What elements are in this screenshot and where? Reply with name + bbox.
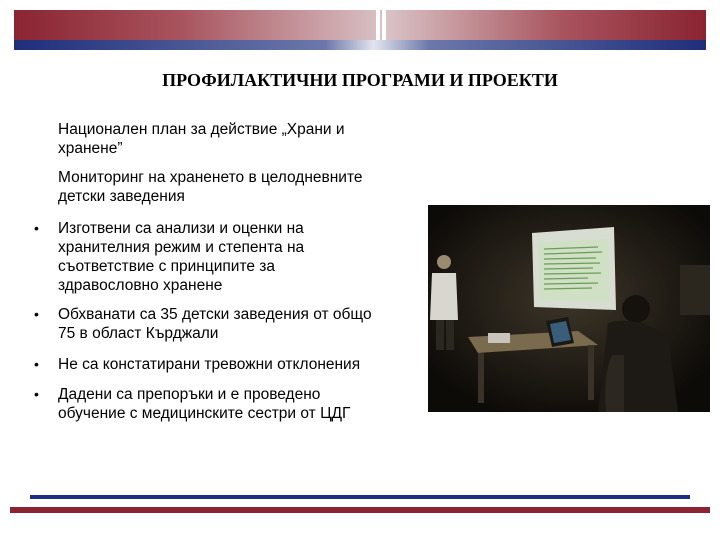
header-blue-band xyxy=(14,40,706,50)
bullet-item xyxy=(58,355,360,374)
text-line: Не са констатирани тревожни отклонения xyxy=(58,356,361,373)
text-line: Национален план за действие „Храни и xyxy=(58,121,345,138)
text-line: хранителния режим и степента на xyxy=(58,239,305,256)
paragraph-monitoring xyxy=(58,168,363,206)
bullet-marker: • xyxy=(34,220,39,236)
bullet-marker: • xyxy=(34,386,39,402)
text-line: обучение с медицинските сестри от ЦДГ xyxy=(58,405,351,422)
text-line: детски заведения xyxy=(58,188,185,205)
text-line: Мониторинг на храненето в целодневните xyxy=(58,169,363,186)
presentation-photo xyxy=(428,205,710,412)
bullet-item xyxy=(58,219,304,295)
footer-red-line xyxy=(10,507,710,513)
bullet-item xyxy=(58,305,372,343)
photo-illustration xyxy=(428,205,710,412)
slide-title: ПРОФИЛАКТИЧНИ ПРОГРАМИ И ПРОЕКТИ xyxy=(162,70,558,90)
text-line: съответствие с принципите за xyxy=(58,258,276,275)
header-banner xyxy=(14,10,706,50)
text-line: Изготвени са анализи и оценки на xyxy=(58,220,304,237)
text-line: 75 в област Кърджали xyxy=(58,325,219,342)
text-line: Обхванати са 35 детски заведения от общо xyxy=(58,306,372,323)
paragraph-national-plan xyxy=(58,120,345,158)
text-line: хранене” xyxy=(58,140,123,157)
text-line: Дадени са препоръки и е проведено xyxy=(58,386,321,403)
text-line: здравословно хранене xyxy=(58,277,223,294)
footer-blue-line xyxy=(30,495,690,499)
bullet-marker: • xyxy=(34,306,39,322)
bullet-marker: • xyxy=(34,356,39,372)
bullet-item xyxy=(58,385,350,423)
